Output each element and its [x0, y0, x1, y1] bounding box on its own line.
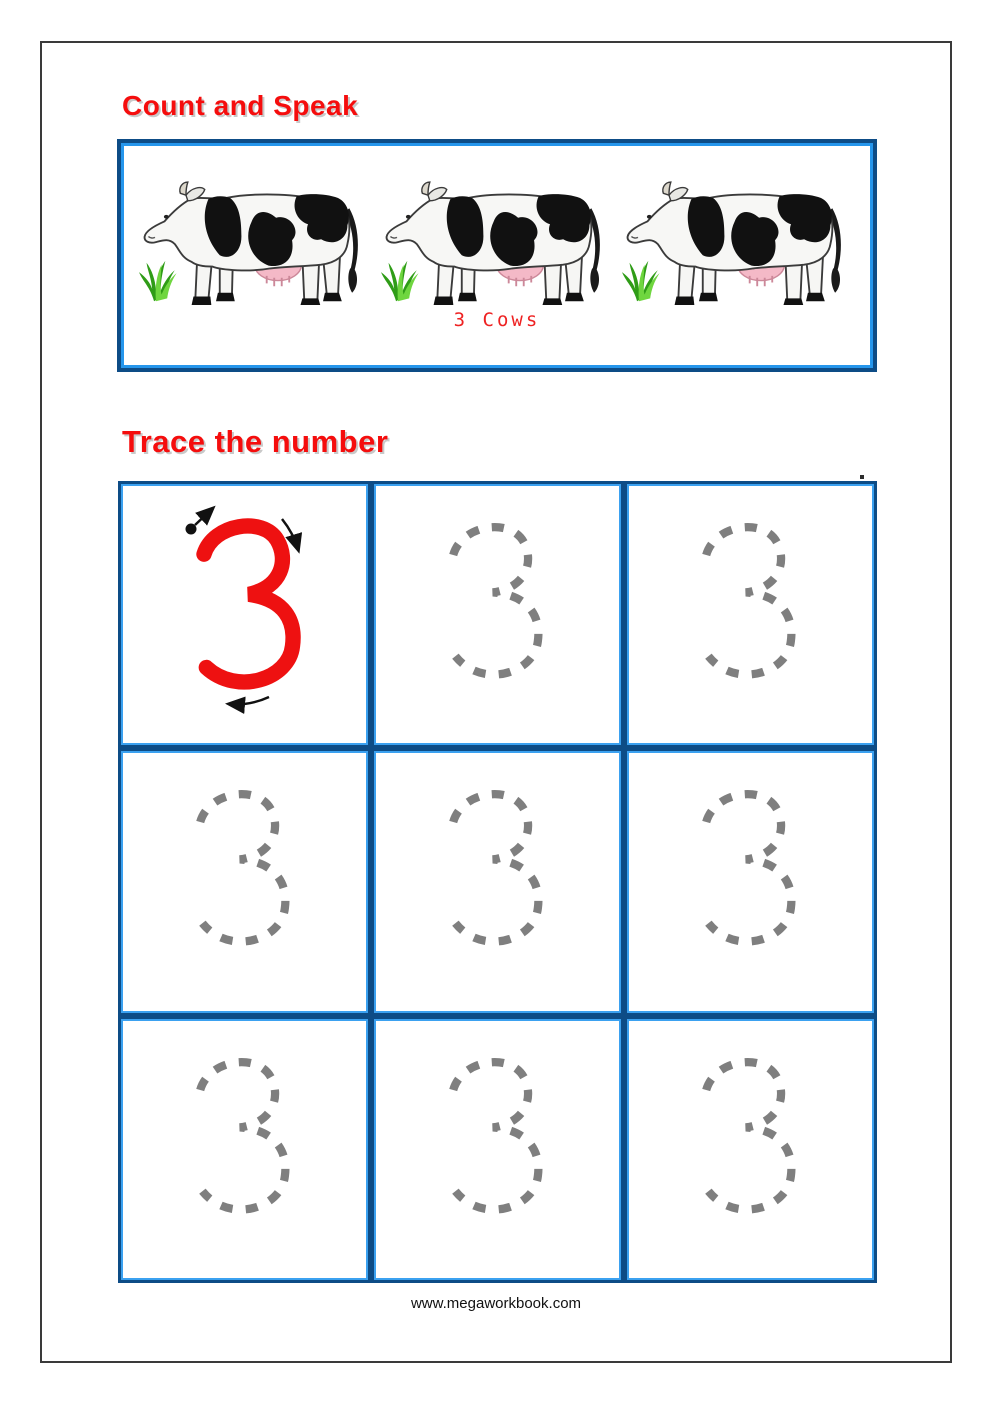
- stray-print-mark: [860, 475, 864, 479]
- cow-eye: [647, 215, 652, 219]
- trace-grid: [118, 481, 877, 1283]
- cow-horn: [421, 182, 429, 195]
- cow-eye: [405, 215, 410, 219]
- number-3-dashed: [200, 1062, 285, 1209]
- cow-hooves: [675, 293, 825, 305]
- number-3-dashed: [453, 1062, 538, 1209]
- cow-eye: [164, 215, 169, 219]
- number-3-dashed-icon: [377, 487, 618, 742]
- trace-cell[interactable]: [624, 481, 877, 748]
- cow-with-grass-illustration: [620, 167, 855, 305]
- number-3-guide-icon: [124, 487, 365, 742]
- number-3-dashed: [453, 527, 538, 674]
- count-and-speak-heading: Count and Speak: [122, 90, 359, 121]
- cow-hooves: [192, 293, 342, 305]
- number-3-dashed-icon: [124, 1022, 365, 1277]
- cow-icon: [379, 167, 614, 305]
- number-3-solid: [204, 526, 293, 682]
- trace-cell[interactable]: [118, 481, 371, 748]
- number-3-dashed: [453, 794, 538, 941]
- grass-icon: [381, 261, 419, 301]
- count-picture-box: [117, 139, 877, 372]
- trace-cell[interactable]: [371, 748, 624, 1015]
- stroke-arrow-start: [195, 509, 212, 525]
- trace-cell[interactable]: [371, 1016, 624, 1283]
- trace-cell[interactable]: [118, 1016, 371, 1283]
- stroke-start-dot: [186, 524, 197, 535]
- count-caption: 3 Cows: [453, 309, 541, 331]
- cow-icon: [620, 167, 855, 305]
- trace-cell[interactable]: [371, 481, 624, 748]
- number-3-dashed-icon: [630, 1022, 871, 1277]
- number-3-dashed-icon: [630, 754, 871, 1009]
- cow-horn: [663, 182, 671, 195]
- number-3-dashed-icon: [630, 487, 871, 742]
- cow-horn: [180, 182, 188, 195]
- cow-with-grass-illustration: [137, 167, 372, 305]
- trace-cell[interactable]: [118, 748, 371, 1015]
- trace-cell[interactable]: [624, 748, 877, 1015]
- grass-icon: [622, 261, 660, 301]
- grass-icon: [139, 261, 177, 301]
- number-3-dashed: [706, 1062, 791, 1209]
- stroke-arrow-left: [230, 697, 269, 704]
- website-url: www.megaworkbook.com: [410, 1295, 582, 1312]
- cows-row: [121, 143, 873, 305]
- number-3-dashed: [706, 794, 791, 941]
- number-3-dashed: [200, 794, 285, 941]
- cow-with-grass-illustration: [379, 167, 614, 305]
- number-3-dashed-icon: [377, 1022, 618, 1277]
- trace-the-number-heading: Trace the number: [122, 424, 389, 459]
- cow-icon: [137, 167, 372, 305]
- number-3-dashed: [706, 527, 791, 674]
- number-3-dashed-icon: [124, 754, 365, 1009]
- cow-hooves: [433, 293, 583, 305]
- trace-cell[interactable]: [624, 1016, 877, 1283]
- number-3-dashed-icon: [377, 754, 618, 1009]
